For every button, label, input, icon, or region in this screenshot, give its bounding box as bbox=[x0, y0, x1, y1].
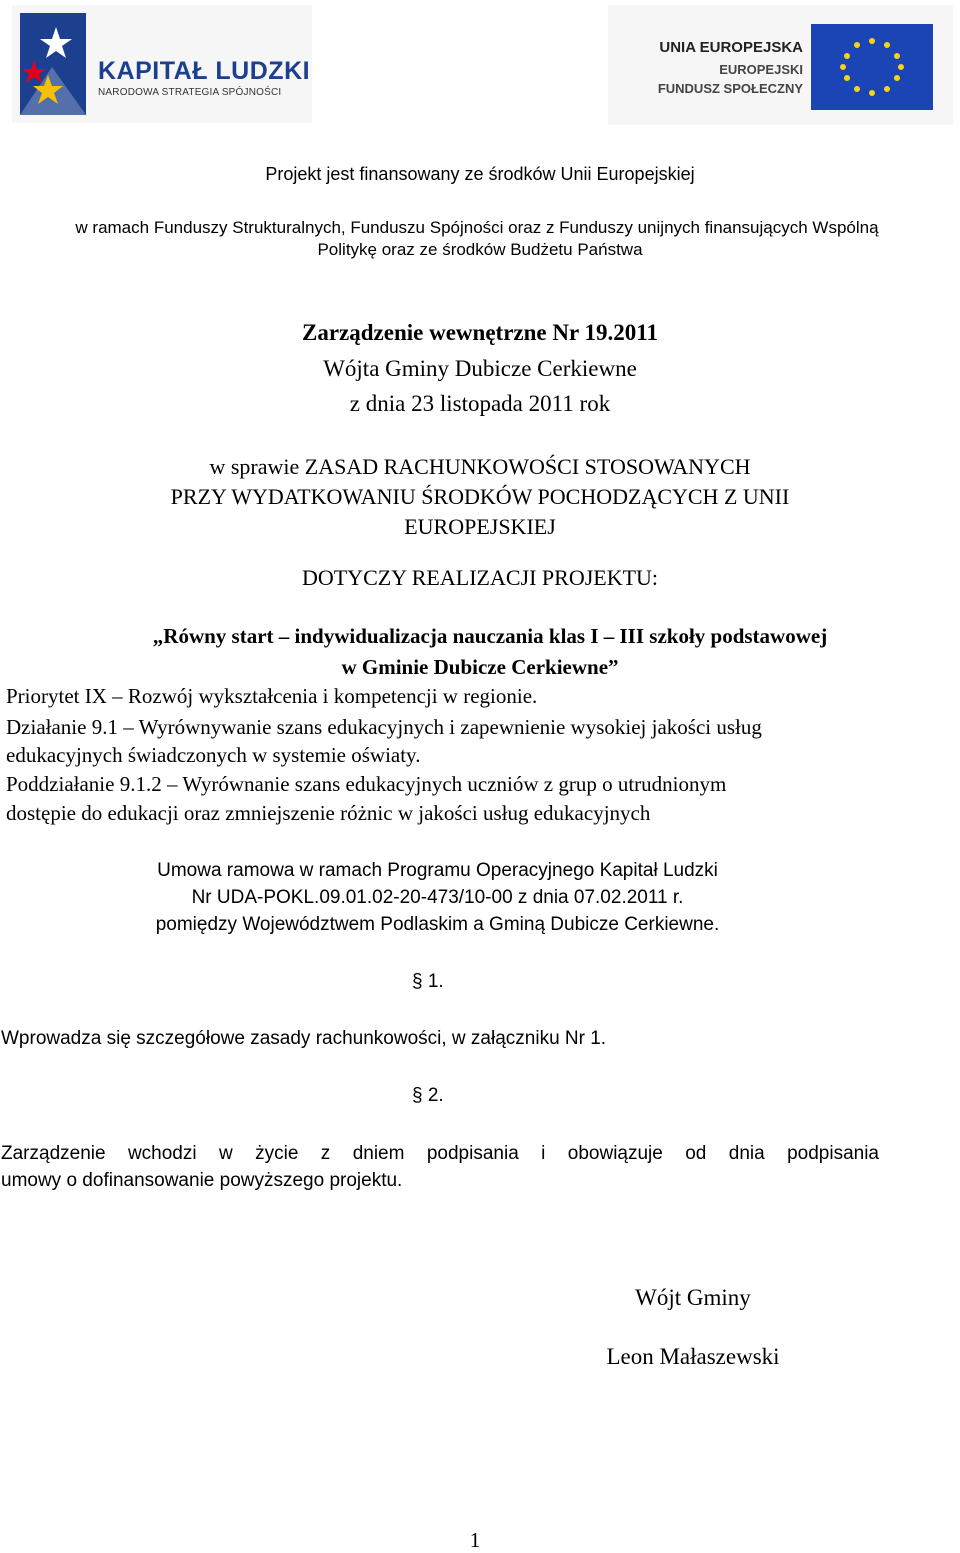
document-issuer: Wójta Gminy Dubicze Cerkiewne bbox=[323, 356, 637, 381]
dzialanie-line-2: edukacyjnych świadczonych w systemie oświaty. bbox=[6, 743, 421, 767]
document-title: Zarządzenie wewnętrzne Nr 19.2011 bbox=[302, 320, 658, 345]
paragraph-1-text: Wprowadza się szczegółowe zasady rachunkowości, w załączniku Nr 1. bbox=[1, 1028, 607, 1049]
priorytet: Priorytet IX – Rozwój wykształcenia i kompetencji w regionie. bbox=[6, 684, 538, 708]
unia-europejska-logo bbox=[608, 5, 953, 125]
umowa-line-3: pomiędzy Województwem Podlaskim a Gminą Dubicze Cerkiewne. bbox=[155, 914, 720, 935]
poddzialanie-line-1: Poddziałanie 9.1.2 – Wyrównanie szans edukacyjnych uczniów z grup o utrudnionym bbox=[6, 772, 727, 796]
poddzialanie-line-2: dostępie do edukacji oraz zmniejszenie różnic w jakości usług edukacyjnych bbox=[6, 801, 651, 825]
unia-line1: UNIA EUROPEJSKA bbox=[659, 39, 803, 56]
subject-line-1: w sprawie ZASAD RACHUNKOWOŚCI STOSOWANYCH bbox=[209, 454, 751, 479]
paragraph-2-text-line-1: Zarządzenie wchodzi w życie z dniem podpisania i obowiązuje od dnia podpisania bbox=[1, 1143, 879, 1164]
funding-line-2: w ramach Funduszy Strukturalnych, Funduszu Spójności oraz z Funduszy unijnych finansujących Wspólną bbox=[75, 218, 879, 237]
umowa-line-2: Nr UDA-POKL.09.01.02-20-473/10-00 z dnia 07.02.2011 r. bbox=[191, 887, 684, 908]
subject-line-2: PRZY WYDATKOWANIU ŚRODKÓW POCHODZĄCYCH Z UNII bbox=[170, 484, 790, 509]
kapital-ludzki-logo bbox=[12, 5, 312, 123]
project-name-line-2: w Gminie Dubicze Cerkiewne” bbox=[341, 655, 619, 679]
unia-line3: FUNDUSZ SPOŁECZNY bbox=[657, 81, 803, 96]
paragraph-2-text-line-2: umowy o dofinansowanie powyższego projektu. bbox=[1, 1170, 403, 1191]
signature-role: Wójt Gminy bbox=[635, 1285, 751, 1310]
unia-line2: EUROPEJSKI bbox=[719, 62, 803, 77]
dzialanie-line-1: Działanie 9.1 – Wyrównywanie szans edukacyjnych i zapewnienie wysokiej jakości usług bbox=[6, 715, 762, 739]
paragraph-2-number: § 2. bbox=[412, 1085, 444, 1106]
subject-line-4: DOTYCZY REALIZACJI PROJEKTU: bbox=[301, 565, 659, 590]
funding-line-1: Projekt jest finansowany ze środków Unii Europejskiej bbox=[265, 164, 695, 184]
page-number: 1 bbox=[469, 1528, 481, 1552]
kapital-ludzki-title: KAPITAŁ LUDZKI bbox=[98, 57, 311, 85]
umowa-line-1: Umowa ramowa w ramach Programu Operacyjnego Kapitał Ludzki bbox=[157, 860, 718, 881]
kapital-ludzki-subtitle: NARODOWA STRATEGIA SPÓJNOŚCI bbox=[98, 87, 282, 98]
document-date: z dnia 23 listopada 2011 rok bbox=[349, 391, 611, 416]
subject-line-3: EUROPEJSKIEJ bbox=[404, 514, 556, 539]
paragraph-1-number: § 1. bbox=[412, 971, 444, 992]
signature-name: Leon Małaszewski bbox=[606, 1344, 780, 1369]
funding-line-3: Politykę oraz ze środków Budżetu Państwa bbox=[317, 240, 643, 259]
project-name-line-1: „Równy start – indywidualizacja nauczania klas I – III szkoły podstawowej bbox=[152, 624, 828, 648]
